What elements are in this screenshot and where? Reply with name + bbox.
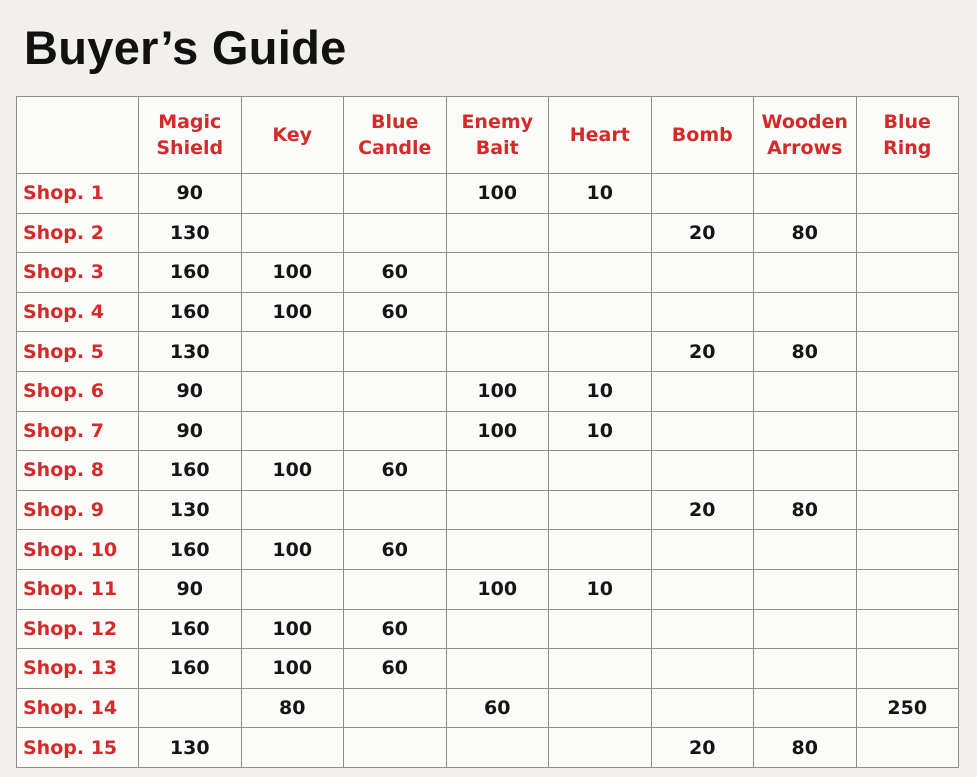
price-cell: 60 bbox=[344, 530, 447, 570]
price-cell: 160 bbox=[139, 649, 242, 689]
shop-label: Shop. 13 bbox=[17, 649, 139, 689]
column-header-line: Heart bbox=[569, 124, 630, 146]
price-cell: 100 bbox=[446, 174, 549, 214]
price-cell: 90 bbox=[139, 569, 242, 609]
column-header-line: Wooden bbox=[761, 111, 848, 133]
price-cell: 100 bbox=[446, 411, 549, 451]
price-cell bbox=[651, 371, 754, 411]
column-header-magic-shield bbox=[139, 97, 242, 174]
price-cell bbox=[856, 530, 959, 570]
price-cell bbox=[344, 174, 447, 214]
price-cell bbox=[856, 213, 959, 253]
shop-label: Shop. 6 bbox=[17, 371, 139, 411]
price-cell: 20 bbox=[651, 490, 754, 530]
price-cell: 10 bbox=[549, 569, 652, 609]
shop-label: Shop. 11 bbox=[17, 569, 139, 609]
table-row bbox=[17, 649, 959, 689]
price-cell: 160 bbox=[139, 253, 242, 293]
price-cell: 80 bbox=[241, 688, 344, 728]
price-cell bbox=[754, 451, 857, 491]
column-header-line: Key bbox=[272, 124, 313, 146]
price-cell bbox=[651, 609, 754, 649]
price-cell bbox=[754, 411, 857, 451]
price-cell bbox=[344, 490, 447, 530]
price-cell bbox=[549, 292, 652, 332]
table-row bbox=[17, 688, 959, 728]
price-cell bbox=[241, 569, 344, 609]
price-cell bbox=[241, 174, 344, 214]
shop-label: Shop. 4 bbox=[17, 292, 139, 332]
price-cell: 130 bbox=[139, 490, 242, 530]
price-cell bbox=[241, 371, 344, 411]
table-row bbox=[17, 174, 959, 214]
price-cell bbox=[344, 411, 447, 451]
table-row bbox=[17, 569, 959, 609]
page-title: Buyer’s Guide bbox=[24, 21, 347, 74]
price-cell bbox=[754, 371, 857, 411]
price-cell: 100 bbox=[241, 292, 344, 332]
shop-label: Shop. 12 bbox=[17, 609, 139, 649]
price-cell: 60 bbox=[344, 292, 447, 332]
price-cell bbox=[549, 728, 652, 768]
price-cell bbox=[549, 332, 652, 372]
price-cell bbox=[856, 569, 959, 609]
price-cell bbox=[856, 253, 959, 293]
price-cell bbox=[446, 490, 549, 530]
price-cell bbox=[856, 174, 959, 214]
price-cell bbox=[549, 490, 652, 530]
price-cell bbox=[446, 530, 549, 570]
column-header-line: Blue bbox=[371, 111, 419, 133]
price-cell bbox=[651, 292, 754, 332]
price-cell bbox=[446, 609, 549, 649]
price-cell bbox=[651, 569, 754, 609]
table-row bbox=[17, 728, 959, 768]
price-cell: 60 bbox=[446, 688, 549, 728]
price-cell bbox=[241, 332, 344, 372]
table-header-row bbox=[17, 97, 959, 174]
price-cell bbox=[651, 451, 754, 491]
price-cell bbox=[446, 213, 549, 253]
price-cell: 80 bbox=[754, 490, 857, 530]
price-cell bbox=[651, 649, 754, 689]
price-cell bbox=[856, 490, 959, 530]
column-header-blue-ring bbox=[856, 97, 959, 174]
price-cell: 20 bbox=[651, 213, 754, 253]
price-cell: 100 bbox=[241, 451, 344, 491]
column-header-line: Enemy bbox=[461, 111, 534, 133]
price-cell bbox=[241, 490, 344, 530]
price-cell: 20 bbox=[651, 728, 754, 768]
column-header-enemy-bait bbox=[446, 97, 549, 174]
price-cell: 60 bbox=[344, 451, 447, 491]
price-cell bbox=[446, 728, 549, 768]
price-cell: 100 bbox=[241, 609, 344, 649]
table-body bbox=[17, 174, 959, 768]
shop-label: Shop. 10 bbox=[17, 530, 139, 570]
price-cell bbox=[754, 688, 857, 728]
price-cell: 20 bbox=[651, 332, 754, 372]
column-header-line: Magic bbox=[158, 111, 222, 133]
price-cell: 100 bbox=[241, 649, 344, 689]
table-row bbox=[17, 213, 959, 253]
corner-cell bbox=[17, 97, 139, 174]
column-header-blue-candle bbox=[344, 97, 447, 174]
price-cell bbox=[344, 569, 447, 609]
price-cell: 100 bbox=[446, 569, 549, 609]
table-row bbox=[17, 451, 959, 491]
column-header-wooden-arrows bbox=[754, 97, 857, 174]
price-cell: 60 bbox=[344, 649, 447, 689]
price-cell bbox=[856, 332, 959, 372]
price-cell bbox=[651, 174, 754, 214]
price-cell bbox=[549, 253, 652, 293]
price-cell bbox=[241, 411, 344, 451]
price-cell: 130 bbox=[139, 332, 242, 372]
price-cell bbox=[446, 332, 549, 372]
price-cell bbox=[651, 530, 754, 570]
price-cell: 90 bbox=[139, 371, 242, 411]
column-header-bomb bbox=[651, 97, 754, 174]
price-cell bbox=[651, 688, 754, 728]
table-row bbox=[17, 609, 959, 649]
price-cell: 160 bbox=[139, 451, 242, 491]
table-row bbox=[17, 530, 959, 570]
price-cell: 100 bbox=[241, 253, 344, 293]
price-cell: 60 bbox=[344, 253, 447, 293]
price-cell: 160 bbox=[139, 292, 242, 332]
price-cell bbox=[856, 371, 959, 411]
price-cell bbox=[344, 371, 447, 411]
price-cell bbox=[549, 213, 652, 253]
shop-label: Shop. 9 bbox=[17, 490, 139, 530]
price-cell: 100 bbox=[241, 530, 344, 570]
price-cell bbox=[344, 332, 447, 372]
price-cell bbox=[344, 688, 447, 728]
price-cell bbox=[754, 292, 857, 332]
price-cell bbox=[754, 609, 857, 649]
price-cell bbox=[549, 649, 652, 689]
price-cell bbox=[754, 649, 857, 689]
price-cell bbox=[856, 649, 959, 689]
price-cell: 100 bbox=[446, 371, 549, 411]
price-cell bbox=[241, 213, 344, 253]
price-cell: 80 bbox=[754, 332, 857, 372]
price-cell bbox=[856, 728, 959, 768]
price-cell: 10 bbox=[549, 371, 652, 411]
table-row bbox=[17, 332, 959, 372]
price-cell: 10 bbox=[549, 174, 652, 214]
price-cell bbox=[856, 411, 959, 451]
price-cell bbox=[651, 253, 754, 293]
column-header-line: Bomb bbox=[671, 124, 733, 146]
column-header-line: Arrows bbox=[767, 137, 843, 159]
price-cell: 90 bbox=[139, 174, 242, 214]
shop-label: Shop. 3 bbox=[17, 253, 139, 293]
price-cell bbox=[344, 213, 447, 253]
shop-label: Shop. 2 bbox=[17, 213, 139, 253]
price-cell bbox=[856, 451, 959, 491]
column-header-key bbox=[241, 97, 344, 174]
shop-label: Shop. 5 bbox=[17, 332, 139, 372]
price-cell bbox=[549, 609, 652, 649]
column-header-heart bbox=[549, 97, 652, 174]
shop-label: Shop. 8 bbox=[17, 451, 139, 491]
price-cell bbox=[754, 530, 857, 570]
table-row bbox=[17, 490, 959, 530]
shop-label: Shop. 15 bbox=[17, 728, 139, 768]
price-cell: 10 bbox=[549, 411, 652, 451]
table-row bbox=[17, 292, 959, 332]
price-cell: 80 bbox=[754, 213, 857, 253]
price-cell: 130 bbox=[139, 213, 242, 253]
price-cell bbox=[446, 292, 549, 332]
column-header-line: Bait bbox=[475, 137, 519, 159]
price-cell: 80 bbox=[754, 728, 857, 768]
shop-label: Shop. 7 bbox=[17, 411, 139, 451]
column-header-line: Blue bbox=[883, 111, 931, 133]
price-cell: 160 bbox=[139, 609, 242, 649]
buyers-guide-table bbox=[16, 96, 959, 768]
shop-label: Shop. 1 bbox=[17, 174, 139, 214]
price-cell: 160 bbox=[139, 530, 242, 570]
price-cell bbox=[549, 530, 652, 570]
shop-label: Shop. 14 bbox=[17, 688, 139, 728]
price-cell bbox=[754, 174, 857, 214]
price-cell bbox=[446, 253, 549, 293]
price-cell bbox=[856, 609, 959, 649]
price-cell bbox=[549, 688, 652, 728]
price-cell bbox=[446, 451, 549, 491]
price-cell: 90 bbox=[139, 411, 242, 451]
column-header-line: Candle bbox=[358, 137, 432, 159]
price-cell bbox=[139, 688, 242, 728]
price-cell bbox=[651, 411, 754, 451]
price-cell bbox=[856, 292, 959, 332]
price-cell: 250 bbox=[856, 688, 959, 728]
price-cell: 130 bbox=[139, 728, 242, 768]
price-cell bbox=[446, 649, 549, 689]
price-cell bbox=[754, 253, 857, 293]
price-cell bbox=[549, 451, 652, 491]
table-row bbox=[17, 253, 959, 293]
price-cell bbox=[241, 728, 344, 768]
price-cell bbox=[754, 569, 857, 609]
column-header-line: Ring bbox=[883, 137, 932, 159]
table-row bbox=[17, 371, 959, 411]
price-cell: 60 bbox=[344, 609, 447, 649]
price-cell bbox=[344, 728, 447, 768]
column-header-line: Shield bbox=[156, 137, 224, 159]
table-row bbox=[17, 411, 959, 451]
